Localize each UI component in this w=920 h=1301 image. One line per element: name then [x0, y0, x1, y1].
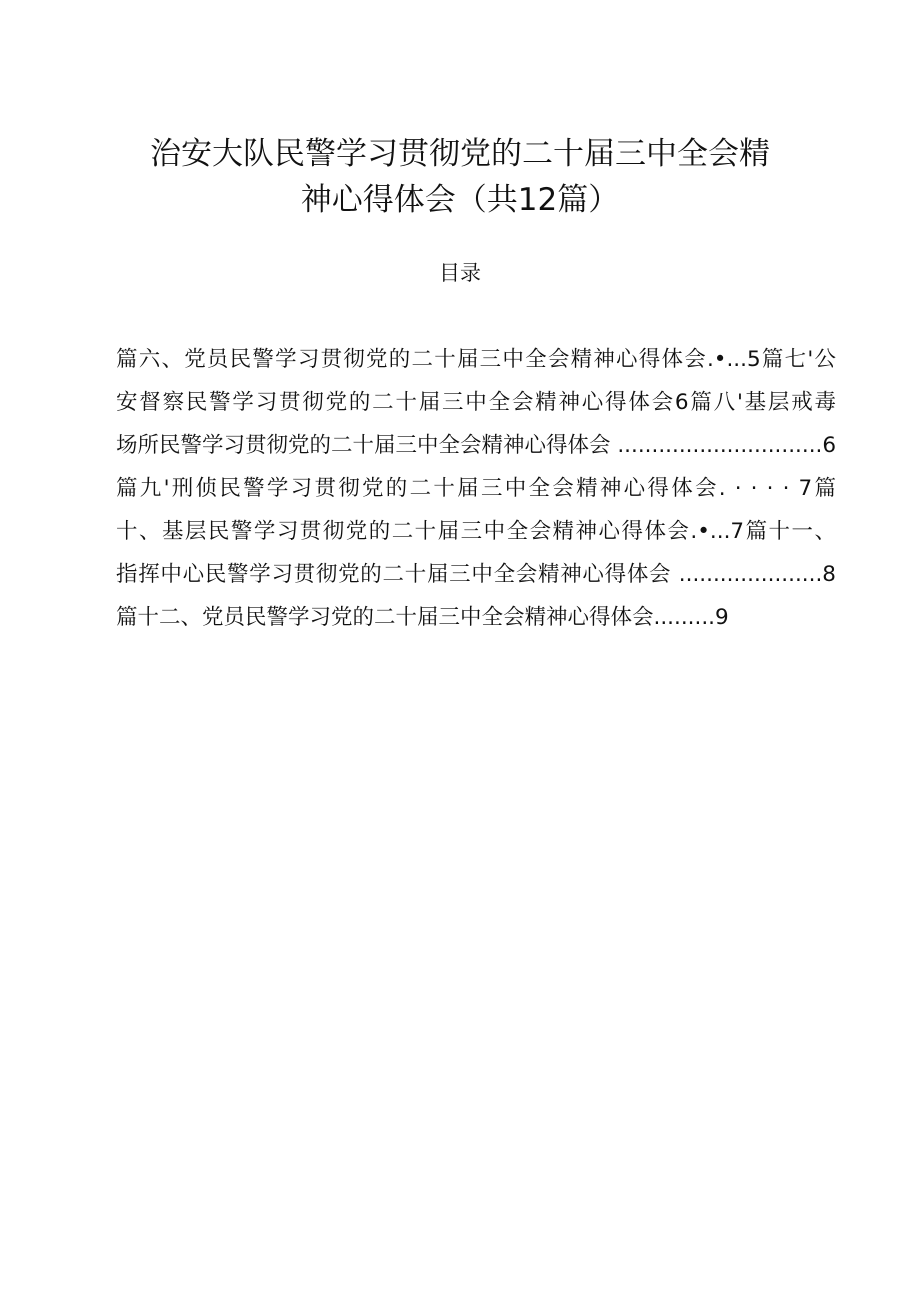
toc-line[interactable]: 十、基层民警学习贯彻党的二十届三中全会精神心得体会.•...7篇十一、 [116, 519, 836, 544]
document-title-line-1: 治安大队民警学习贯彻党的二十届三中全会精 [150, 136, 770, 172]
toc-heading: 目录 [439, 261, 481, 285]
toc-line[interactable]: 篇十二、党员民警学习党的二十届三中全会精神心得体会.........9 [116, 605, 729, 630]
document-title-line-2: 神心得体会（共12篇） [300, 182, 620, 218]
toc-line[interactable]: 指挥中心民警学习贯彻党的二十届三中全会精神心得体会 .....................8 [116, 562, 836, 587]
toc-line[interactable]: 安督察民警学习贯彻党的二十届三中全会精神心得体会6篇八'基层戒毒 [116, 390, 836, 415]
toc-line[interactable]: 篇九'刑侦民警学习贯彻党的二十届三中全会精神心得体会. · · · · 7篇 [116, 476, 836, 501]
toc-line[interactable]: 篇六、党员民警学习贯彻党的二十届三中全会精神心得体会.•...5篇七'公 [116, 347, 836, 372]
toc-line[interactable]: 场所民警学习贯彻党的二十届三中全会精神心得体会 ..............................6 [116, 433, 836, 458]
